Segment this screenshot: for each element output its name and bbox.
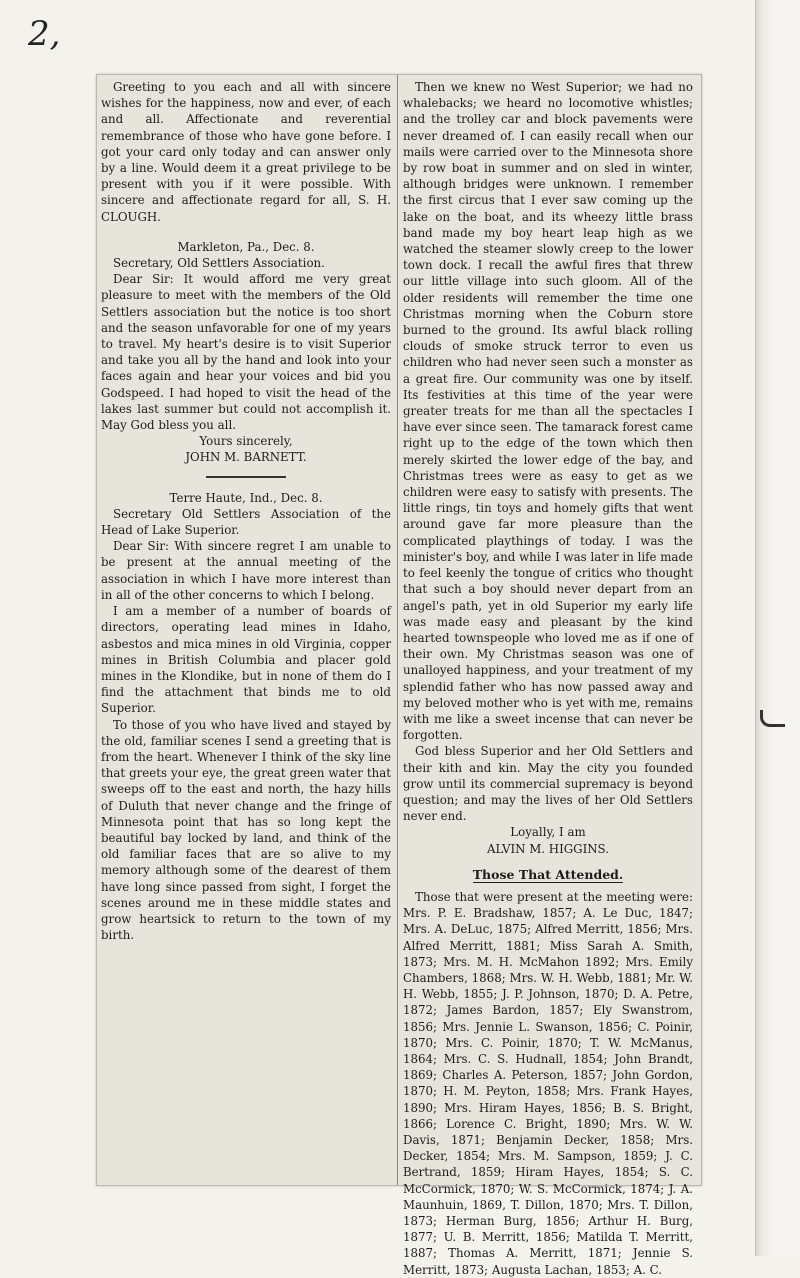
adjacent-page-edge (755, 0, 800, 1256)
barnett-signature: JOHN M. BARNETT. (185, 450, 307, 465)
page-number-mark: 2, (28, 14, 61, 54)
attendee-list: Those that were present at the meeting were: Mrs. P. E. Bradshaw, 1857; A. Le Duc, 1847; Mrs. A. DeLuc, 1875; Alfred Merritt, 1856; Mrs. Alfred Merritt, 1881; Miss Sarah A. Smith, 1873; Mrs. M. H. McMahon 1892; Mrs. Emily Chambers, 1868; Mrs. W. H. Webb, 1881; Mr. W. H. Webb, 1855; J. P. Johnson, 1870; D. A. Petre, 1872; James Bardon, 1857; Ely Swanstrom, 1856; Mrs. Jennie L. Swanson, 1856; C. Poinir, 1870; Mrs. C. Poinir, 1870; T. W. McManus, 1864; Mrs. C. S. Hudnall, 1854; John Brandt, 1869; Charles A. Peterson, 1857; John Gordon, 1870; H. M. Peyton, 1858; Mrs. Frank Hayes, 1890; Mrs. Hiram Hayes, 1856; B. S. Bright, 1866; Lorence C. Bright, 1890; Mrs. W. W. Davis, 1871; Benjamin Decker, 1858; Mrs. Decker, 1854; Mrs. M. Sampson, 1859; J. C. Bertrand, 1859; Hiram Hayes, 1854; S. C. McCormick, 1870; W. S. McCormick, 1874; J. A. Maunhuin, 1869, T. Dillon, 1870; Mrs. T. Dillon, 1873; Herman Burg, 1856; Arthur H. Burg, 1877; U. B. Merritt, 1856; Matilda T. Merritt, 1887; Thomas A. Merritt, 1871; Jennie S. Merritt, 1873; Augusta Lachan, 1853; A. C. (403, 889, 693, 1277)
margin-hook-mark (760, 710, 785, 727)
left-column (101, 79, 391, 943)
attended-heading-text: Those That Attended. (472, 866, 624, 882)
higgins-signature: ALVIN M. HIGGINS. (487, 841, 609, 856)
higgins-closing: Loyally, I am (510, 825, 586, 840)
newspaper-clipping (96, 74, 702, 1277)
higgins-salutation: Secretary Old Settlers Association of the Head of Lake Superior. (101, 506, 391, 538)
barnett-letter-body: Dear Sir: It would afford me very great pleasure to meet with the members of the Old Settlers association but the notice is too short and the season unfavorable for one of my years to travel. My heart's desire is to visit Superior and take you all by the hand and look into your faces again and hear your voices and bid you Godspeed. I had hoped to visit the head of the lakes last summer but could not accomplish it. May God bless you all. (101, 272, 391, 433)
right-column (403, 79, 693, 1278)
higgins-paragraph-4: Then we knew no West Superior; we had no whalebacks; we heard no locomotive whistles; and the trolley car and block pavements were never dreamed of. I can easily recall when our mails were carried over to the Minnesota shore by row boat in summer and on sled in winter, although bridges were unknown. I remember the first circus that I ever saw coming up the lake on the boat, and its wheezy little brass band made my boy heart leap high as we watched the steamer slowly creep to the lower town dock. I recall the awful fires that threw our little village into such gloom. All of the older residents will remember the time one Christmas morning when the Coburn store burned to the ground. Its awful black rolling clouds of smoke struck terror to even us children who had never seen such a monster as a great fire. Our community was one by itself. Its festivities at this time of the year were greater treats for me than all the spectacles I have ever since seen. The tamarack forest came right up to the edge of the town which then merely skirted the lower edge of the bay, and Christmas trees were as easy to get as we children were easy to satisfy with presents. The little rings, tin toys and homely gifts that went around gave far more pleasure than the complicated playthings of today. I was the minister's boy, and while I was later in life made to feel keenly the tongue of critics who thought that such a boy should never depart from an angel's path, yet in old Superior my early life was made easy and pleasant by the kind hearted townspeople who loved me as if one of their own. My Christmas season was one of unalloyed happiness, and your treatment of my splendid father who has now passed away and my beloved mother who is yet with me, remains with me like a sweet incense that can never be forgotten. (403, 80, 693, 743)
section-rule (206, 476, 286, 478)
barnett-closing: Yours sincerely, (199, 434, 293, 449)
column-divider (397, 75, 398, 1185)
attended-heading (403, 867, 693, 883)
higgins-paragraph-2: I am a member of a number of boards of directors, operating lead mines in Idaho, asbestos and mica mines in old Virginia, copper mines in British Columbia and placer gold mines in the Klondike, but in none of them do I find the attachment that binds me to old Superior. (101, 604, 391, 716)
higgins-paragraph-1: Dear Sir: With sincere regret I am unable to be present at the annual meeting of the association in which I have more interest than in all of the other concerns to which I belong. (101, 539, 391, 602)
barnett-dateline: Markleton, Pa., Dec. 8. (177, 239, 315, 254)
barnett-salutation: Secretary, Old Settlers Association. (113, 256, 325, 271)
higgins-paragraph-3: To those of you who have lived and stayed by the old, familiar scenes I send a greeting that is from the heart. Whenever I think of the sky line that greets your eye, the great green water that sweeps off to the east and north, the hazy hills of Duluth that never change and the fringe of Minnesota point that has so long kept the beautiful bay locked by land, and think of the old familiar faces that are so alive to my memory although some of the dearest of them have long since passed from sight, I forget the scenes around me in these middle states and grow heartsick to return to the town of my birth. (101, 717, 391, 943)
higgins-paragraph-5: God bless Superior and her Old Settlers and their kith and kin. May the city you founded grow until its commercial supremacy is beyond question; and may the lives of her Old Settlers never end. (403, 744, 693, 824)
clough-letter-close: Greeting to you each and all with sincere wishes for the happiness, now and ever, of each and all. Affectionate and reverential remembrance of those who have gone before. I got your card only today and can answer only by a line. Would deem it a great privilege to be present with you if it were possible. With sincere and affectionate regard for all, S. H. CLOUGH. (101, 80, 391, 224)
higgins-dateline: Terre Haute, Ind., Dec. 8. (169, 490, 323, 505)
